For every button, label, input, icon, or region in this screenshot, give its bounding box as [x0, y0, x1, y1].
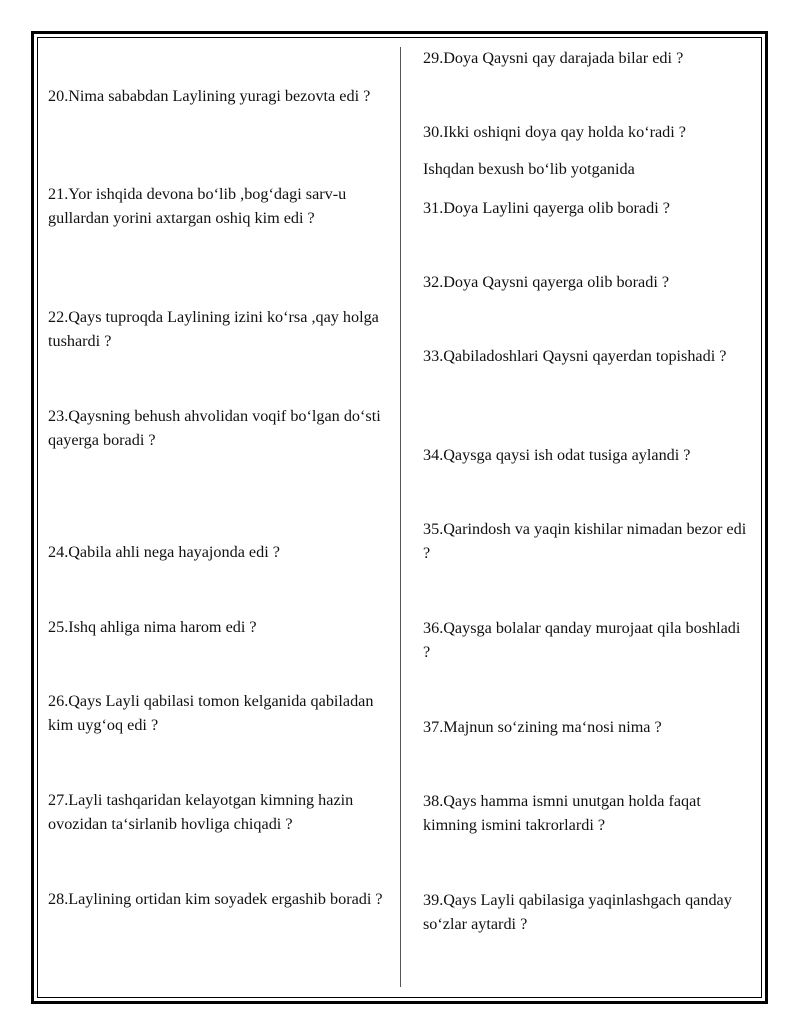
question-25: 25.Ishq ahliga nima harom edi ? [48, 618, 257, 636]
question-21: 21.Yor ishqida devona bo‘lib ,bog‘dagi sarv-u gullardan yorini axtargan oshiq kim edi ? [48, 185, 347, 227]
column-divider [400, 47, 401, 987]
question-26: 26.Qays Layli qabilasi tomon kelganida qabiladan kim uyg‘oq edi ? [48, 692, 374, 734]
question-23: 23.Qaysning behush ahvolidan voqif bo‘lgan do‘sti qayerga boradi ? [48, 407, 381, 449]
question-28: 28.Laylining ortidan kim soyadek ergashib boradi ? [48, 890, 383, 908]
question-27: 27.Layli tashqaridan kelayotgan kimning hazin ovozidan ta‘sirlanib hovliga chiqadi ? [48, 791, 354, 833]
question-29: 29.Doya Qaysni qay darajada bilar edi ? [423, 49, 684, 67]
question-37: 37.Majnun so‘zining ma‘nosi nima ? [423, 718, 662, 736]
question-39: 39.Qays Layli qabilasiga yaqinlashgach qanday so‘zlar aytardi ? [423, 891, 732, 933]
question-33: 33.Qabiladoshlari Qaysni qayerdan topishadi ? [423, 347, 727, 365]
question-24: 24.Qabila ahli nega hayajonda edi ? [48, 543, 280, 561]
question-38: 38.Qays hamma ismni unutgan holda faqat kimning ismini takrorlardi ? [423, 792, 701, 834]
question-22: 22.Qays tuproqda Laylining izini ko‘rsa ,qay holga tushardi ? [48, 308, 379, 350]
answer-30: Ishqdan bexush bo‘lib yotganida [423, 160, 635, 178]
question-30: 30.Ikki oshiqni doya qay holda ko‘radi ? [423, 123, 686, 141]
question-34: 34.Qaysga qaysi ish odat tusiga aylandi ? [423, 446, 691, 464]
question-36: 36.Qaysga bolalar qanday murojaat qila boshladi ? [423, 619, 741, 661]
question-32: 32.Doya Qaysni qayerga olib boradi ? [423, 273, 670, 291]
question-20: 20.Nima sababdan Laylining yuragi bezovta edi ? [48, 87, 371, 105]
question-35: 35.Qarindosh va yaqin kishilar nimadan bezor edi ? [423, 520, 747, 562]
question-31: 31.Doya Laylini qayerga olib boradi ? [423, 199, 670, 217]
